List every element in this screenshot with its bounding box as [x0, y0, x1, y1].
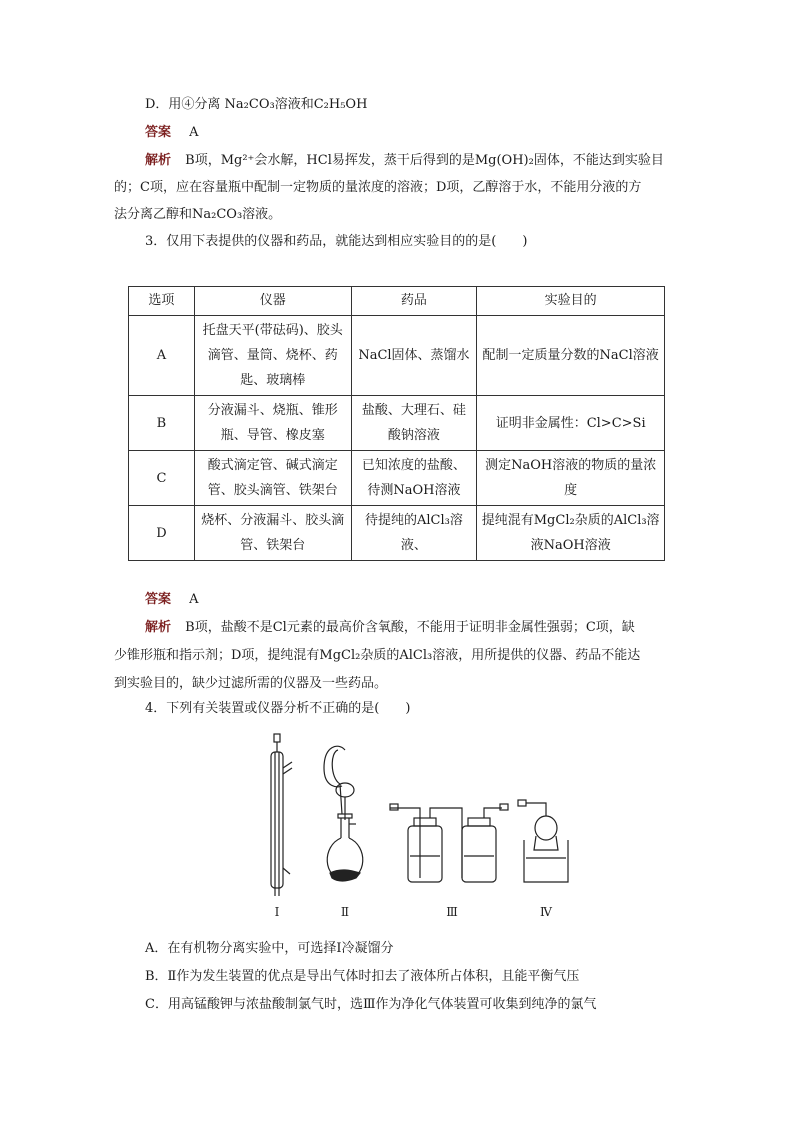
q2-analysis-line3: 法分离乙醇和Na₂CO₃溶液。 — [114, 207, 282, 222]
q3-analysis-line3: 到实验目的，缺少过滤所需的仪器及一些药品。 — [114, 676, 388, 691]
analysis-text: B项，盐酸不是Cl元素的最高价含氧酸，不能用于证明非金属性强弱；C项，缺 — [185, 620, 635, 635]
beaker-funnel-apparatus — [518, 800, 568, 882]
header-instrument: 仪器 — [194, 287, 351, 316]
cell-instrument: 酸式滴定管、碱式滴定管、胶头滴管、铁架台 — [194, 451, 351, 506]
condenser-apparatus — [271, 734, 292, 896]
answer-value: A — [189, 592, 199, 607]
cell-option: C — [129, 451, 195, 506]
q4-option-b: B．Ⅱ作为发生装置的优点是导出气体时扣去了液体所占体积，且能平衡气压 — [145, 969, 580, 984]
table-header-row — [129, 287, 665, 316]
header-option: 选项 — [129, 287, 195, 316]
label-iii: Ⅲ — [446, 905, 458, 919]
q3-table — [128, 286, 665, 561]
cell-purpose: 提纯混有MgCl₂杂质的AlCl₃溶液NaOH溶液 — [477, 506, 665, 561]
answer-value: A — [189, 125, 199, 140]
label-iv: Ⅳ — [540, 905, 552, 919]
cell-reagent: 待提纯的AlCl₃溶液、 — [351, 506, 477, 561]
cell-purpose: 测定NaOH溶液的物质的量浓度 — [477, 451, 665, 506]
q4-stem: 4．下列有关装置或仪器分析不正确的是( ) — [145, 701, 411, 716]
q3-stem: 3．仅用下表提供的仪器和药品，就能达到相应实验目的的是( ) — [145, 234, 528, 249]
answer-label: 答案 — [145, 592, 172, 607]
table-row — [129, 451, 665, 506]
cell-purpose: 配制一定质量分数的NaCl溶液 — [477, 316, 665, 396]
table-row — [129, 396, 665, 451]
q2-answer — [145, 124, 199, 142]
flask-apparatus — [324, 746, 363, 881]
cell-purpose: 证明非金属性：Cl>C>Si — [477, 396, 665, 451]
cell-option: D — [129, 506, 195, 561]
q2-option-d: D．用④分离 Na₂CO₃溶液和C₂H₅OH — [145, 97, 368, 112]
cell-instrument: 托盘天平(带砝码)、胶头滴管、量筒、烧杯、药匙、玻璃棒 — [194, 316, 351, 396]
table-row — [129, 316, 665, 396]
header-reagent: 药品 — [351, 287, 477, 316]
analysis-label: 解析 — [145, 153, 172, 168]
header-purpose: 实验目的 — [477, 287, 665, 316]
label-ii: Ⅱ — [340, 905, 350, 919]
label-i: Ⅰ — [274, 905, 280, 919]
analysis-text: B项，Mg²⁺会水解，HCl易挥发，蒸干后得到的是Mg(OH)₂固体，不能达到实验目 — [185, 153, 664, 168]
q4-option-c: C．用高锰酸钾与浓盐酸制氯气时，选Ⅲ作为净化气体装置可收集到纯净的氯气 — [145, 997, 597, 1012]
q3-analysis-line1 — [145, 619, 635, 637]
cell-reagent: 盐酸、大理石、硅酸钠溶液 — [351, 396, 477, 451]
cell-option: A — [129, 316, 195, 396]
q3-analysis-line2: 少锥形瓶和指示剂；D项，提纯混有MgCl₂杂质的AlCl₃溶液，用所提供的仪器、药品不能达 — [114, 648, 641, 663]
analysis-label: 解析 — [145, 620, 172, 635]
q4-option-a: A．在有机物分离实验中，可选择Ⅰ冷凝馏分 — [145, 941, 394, 956]
cell-option: B — [129, 396, 195, 451]
wash-bottles-apparatus — [390, 804, 508, 882]
apparatus-figure — [250, 728, 570, 923]
q3-answer — [145, 591, 199, 609]
cell-reagent: 已知浓度的盐酸、待测NaOH溶液 — [351, 451, 477, 506]
cell-instrument: 烧杯、分液漏斗、胶头滴管、铁架台 — [194, 506, 351, 561]
q2-analysis-line2: 的；C项，应在容量瓶中配制一定物质的量浓度的溶液；D项，乙醇溶于水，不能用分液的方 — [114, 180, 642, 195]
cell-instrument: 分液漏斗、烧瓶、锥形瓶、导管、橡皮塞 — [194, 396, 351, 451]
cell-reagent: NaCl固体、蒸馏水 — [351, 316, 477, 396]
table-row — [129, 506, 665, 561]
answer-label: 答案 — [145, 125, 172, 140]
q2-analysis-line1 — [145, 152, 664, 170]
